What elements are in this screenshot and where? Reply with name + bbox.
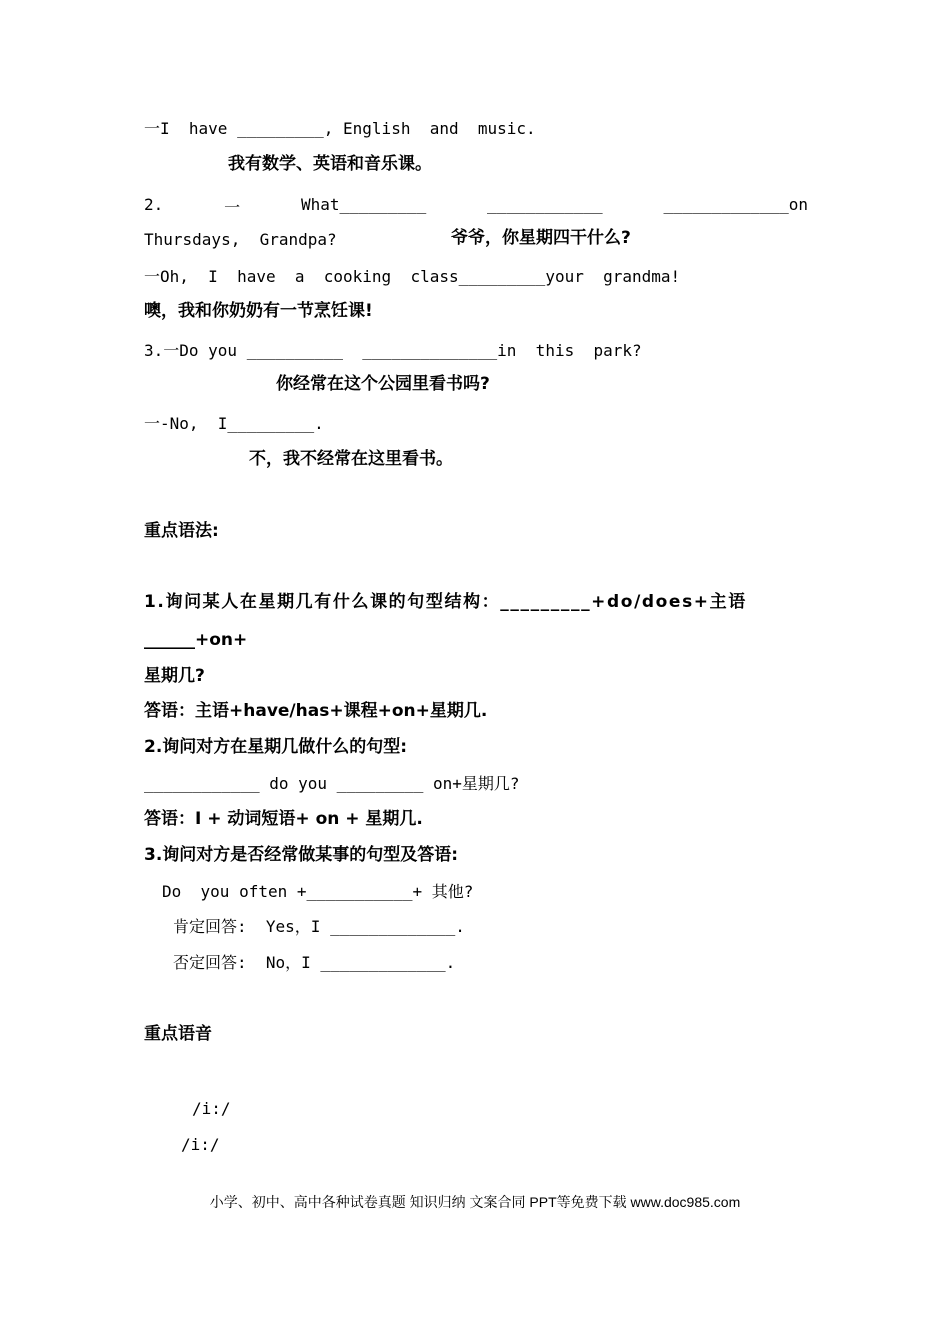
grammar-point-1: 1.询问某人在星期几有什么课的句型结构：_________+do/does+主语 <box>144 592 747 612</box>
footer-watermark: 小学、初中、高中各种试卷真题 知识归纳 文案合同 PPT等免费下载 www.doc985.com <box>209 1194 741 1210</box>
q2-sentence-row2: Thursdays, Grandpa? <box>144 230 337 249</box>
q2-answer-sentence: 一Oh, I have a cooking class_________your grandma! <box>144 267 681 286</box>
phonics-item-1: /i:/ <box>192 1099 231 1118</box>
q2-dash: 一 <box>224 198 241 217</box>
grammar-point-1-answer: 答语：主语+have/has+课程+on+星期几. <box>144 701 488 721</box>
q2-sentence-row1 <box>144 195 808 218</box>
grammar-heading: 重点语法: <box>144 521 219 541</box>
phonics-heading: 重点语音 <box>144 1024 212 1044</box>
q3-answer-translation: 不，我不经常在这里看书。 <box>249 449 453 469</box>
q2-what-blank: What_________ <box>300 195 427 214</box>
grammar-point-3-yes: 肯定回答: Yes，I _____________. <box>173 917 465 936</box>
q3-sentence: 3.一Do you __________ ______________in this park? <box>144 341 642 360</box>
q2-answer-translation: 噢，我和你奶奶有一节烹饪课! <box>144 301 373 321</box>
grammar-point-3: 3.询问对方是否经常做某事的句型及答语: <box>144 845 459 865</box>
q2-blank-2: ____________ <box>487 195 603 214</box>
q3-translation: 你经常在这个公园里看书吗? <box>276 374 490 394</box>
q1-sentence: 一I have _________, English and music. <box>144 119 536 138</box>
grammar-point-2: 2.询问对方在星期几做什么的句型: <box>144 737 408 757</box>
phonics-item-2: /i:/ <box>181 1135 220 1154</box>
grammar-point-1-cont: ______+on+ <box>144 630 248 650</box>
q2-number: 2. <box>144 195 164 214</box>
grammar-point-2-answer: 答语：I + 动词短语+ on + 星期几. <box>144 809 423 829</box>
grammar-point-3-no: 否定回答: No，I _____________. <box>173 953 456 972</box>
q2-translation: 爷爷，你星期四干什么? <box>451 228 631 248</box>
grammar-point-3-pattern: Do you often +___________+ 其他? <box>162 882 474 901</box>
grammar-point-1-end: 星期几? <box>144 666 205 686</box>
q3-answer-sentence: 一-No, I_________. <box>144 414 324 433</box>
grammar-point-2-pattern: ____________ do you _________ on+星期几? <box>144 774 520 793</box>
q1-translation: 我有数学、英语和音乐课。 <box>228 154 432 174</box>
q2-blank-3: _____________on <box>663 195 808 214</box>
